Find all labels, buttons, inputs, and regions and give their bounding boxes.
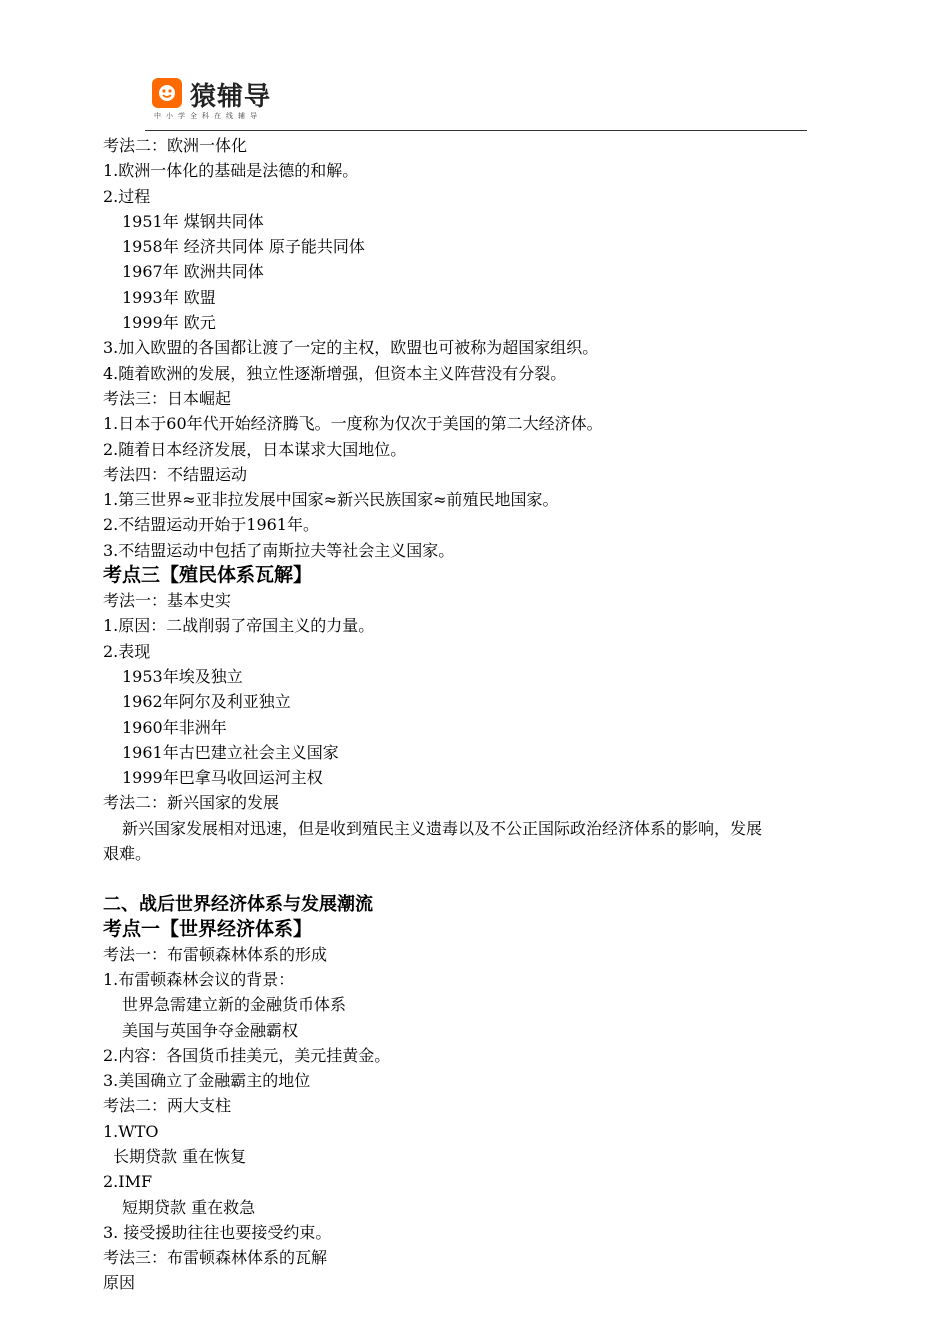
text-line: 世界急需建立新的金融货币体系 bbox=[122, 995, 347, 1015]
text-line: 原因 bbox=[103, 1273, 136, 1293]
method-heading: 考法一：布雷顿森林体系的形成 bbox=[103, 944, 328, 964]
method-heading: 考法四：不结盟运动 bbox=[103, 464, 248, 484]
document-body bbox=[103, 133, 903, 1296]
text-line: 1.欧洲一体化的基础是法德的和解。 bbox=[103, 161, 359, 181]
timeline-item: 1962年阿尔及利亚独立 bbox=[122, 692, 291, 712]
logo-icon bbox=[152, 78, 182, 108]
paragraph-line: 艰难。 bbox=[103, 844, 152, 864]
timeline-item: 1993年 欧盟 bbox=[122, 287, 216, 307]
text-line: 2.IMF bbox=[103, 1172, 153, 1192]
text-line: 1.第三世界≈亚非拉发展中国家≈新兴民族国家≈前殖民地国家。 bbox=[103, 490, 559, 510]
text-line: 2.内容：各国货币挂美元，美元挂黄金。 bbox=[103, 1045, 391, 1065]
method-heading: 考法二：两大支柱 bbox=[103, 1096, 232, 1116]
method-heading: 考法一：基本史实 bbox=[103, 591, 232, 611]
method-heading: 考法三：布雷顿森林体系的瓦解 bbox=[103, 1248, 328, 1268]
paragraph-line: 新兴国家发展相对迅速，但是收到殖民主义遗毒以及不公正国际政治经济体系的影响，发展 bbox=[122, 818, 763, 838]
text-line: 1.WTO bbox=[103, 1121, 159, 1141]
logo-text: 猿辅导 bbox=[190, 82, 272, 112]
logo-subtitle: 中小学全科在线辅导 bbox=[154, 112, 262, 120]
text-line: 美国与英国争夺金融霸权 bbox=[122, 1020, 299, 1040]
text-line: 3.美国确立了金融霸主的地位 bbox=[103, 1071, 311, 1091]
text-line: 1.日本于60年代开始经济腾飞。一度称为仅次于美国的第二大经济体。 bbox=[103, 414, 603, 434]
key-point-heading: 考点一【世界经济体系】 bbox=[103, 917, 313, 940]
header-divider bbox=[145, 130, 807, 131]
text-line: 3.不结盟运动中包括了南斯拉夫等社会主义国家。 bbox=[103, 540, 455, 560]
timeline-item: 1958年 经济共同体 原子能共同体 bbox=[122, 237, 365, 257]
timeline-item: 1953年埃及独立 bbox=[122, 666, 243, 686]
text-line: 2.表现 bbox=[103, 641, 151, 661]
text-line: 1.原因：二战削弱了帝国主义的力量。 bbox=[103, 616, 375, 636]
text-line: 2.过程 bbox=[103, 186, 151, 206]
text-line: 短期贷款 重在救急 bbox=[122, 1197, 256, 1217]
timeline-item: 1999年 欧元 bbox=[122, 313, 216, 333]
timeline-item: 1961年古巴建立社会主义国家 bbox=[122, 742, 339, 762]
blank-line bbox=[103, 866, 903, 891]
method-heading: 考法三：日本崛起 bbox=[103, 388, 232, 408]
method-heading: 考法二：欧洲一体化 bbox=[103, 136, 248, 155]
timeline-item: 1951年 煤钢共同体 bbox=[122, 211, 264, 231]
page-header bbox=[152, 78, 812, 134]
text-line: 1.布雷顿森林会议的背景： bbox=[103, 969, 295, 989]
timeline-item: 1999年巴拿马收回运河主权 bbox=[122, 768, 323, 788]
key-point-heading: 考点三【殖民体系瓦解】 bbox=[103, 564, 313, 587]
text-line: 3.加入欧盟的各国都让渡了一定的主权，欧盟也可被称为超国家组织。 bbox=[103, 338, 599, 358]
text-line: 4.随着欧洲的发展，独立性逐渐增强，但资本主义阵营没有分裂。 bbox=[103, 363, 567, 383]
method-heading: 考法二：新兴国家的发展 bbox=[103, 793, 280, 813]
section-heading: 二、战后世界经济体系与发展潮流 bbox=[103, 893, 373, 915]
timeline-item: 1960年非洲年 bbox=[122, 717, 227, 737]
text-line: 2.不结盟运动开始于1961年。 bbox=[103, 515, 319, 535]
text-line: 3. 接受援助往往也要接受约束。 bbox=[103, 1222, 332, 1242]
timeline-item: 1967年 欧洲共同体 bbox=[122, 262, 264, 282]
text-line: 2.随着日本经济发展，日本谋求大国地位。 bbox=[103, 439, 407, 459]
text-line: 长期贷款 重在恢复 bbox=[113, 1146, 247, 1166]
